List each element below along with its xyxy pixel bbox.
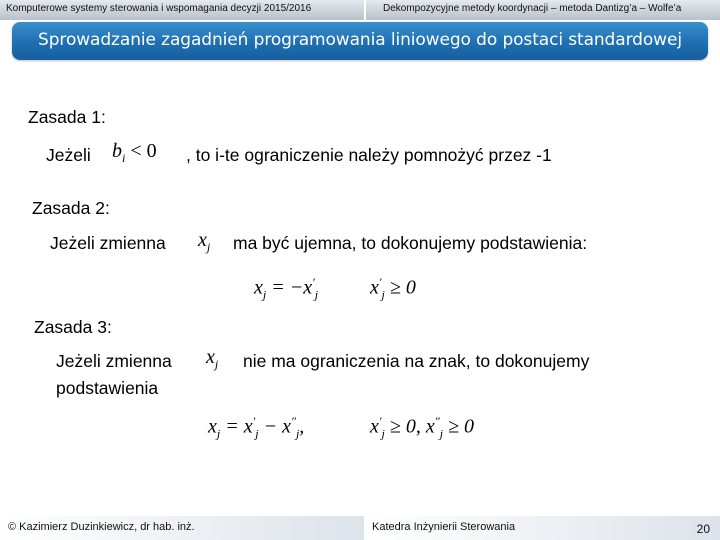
rule3-formula: $x_j = x'_j - x''_j$, [208, 414, 305, 441]
rule2-consequence: ma być ujemna, to dokonujemy podstawienia: [233, 233, 588, 253]
rule1-consequence: , to i-te ograniczenie należy pomnożyć przez -1 [186, 145, 552, 165]
header-divider [364, 0, 366, 20]
slide-title: Sprowadzanie zagadnień programowania liniowego do postaci standardowej [38, 30, 682, 50]
rule3-consequence-line1: nie ma ograniczenia na znak, to dokonujemy [243, 351, 590, 371]
header-lecture-title: Dekompozycyjne metody koordynacji – metoda Dantizg’a – Wolfe’a [383, 3, 682, 14]
footer-department: Katedra Inżynierii Sterowania [372, 521, 516, 533]
footer-divider [364, 516, 365, 540]
rule3-consequence-line2: podstawienia [56, 378, 159, 398]
rule2-condition: $x'_j \ge 0$ [370, 275, 416, 302]
footer-right-panel [364, 516, 720, 540]
footer-author: © Kazimierz Duzinkiewicz, dr hab. inż. [8, 521, 195, 533]
rule2-if-text: Jeżeli zmienna [50, 233, 166, 253]
rule3-heading: Zasada 3: [34, 317, 112, 337]
rule2-formula: $x_j = -x'_j$ [254, 275, 319, 302]
rule2-heading: Zasada 2: [32, 198, 110, 218]
page-number: 20 [696, 522, 710, 536]
header-course-title: Komputerowe systemy sterowania i wspomagania decyzji 2015/2016 [6, 3, 312, 14]
slide-title-bar [12, 22, 708, 60]
rule1-condition: $b_i < 0$ [112, 140, 157, 165]
rule1-if-text: Jeżeli [46, 145, 91, 165]
rule3-if-text: Jeżeli zmienna [56, 351, 172, 371]
header-bar [0, 0, 720, 20]
rule2-variable: $x_j$ [198, 229, 211, 254]
rule3-variable: $x_j$ [206, 346, 219, 371]
footer-left-panel [0, 516, 364, 540]
rule3-conditions: $x'_j \ge 0$, $x''_j \ge 0$ [370, 414, 475, 441]
rule1-heading: Zasada 1: [28, 107, 106, 127]
